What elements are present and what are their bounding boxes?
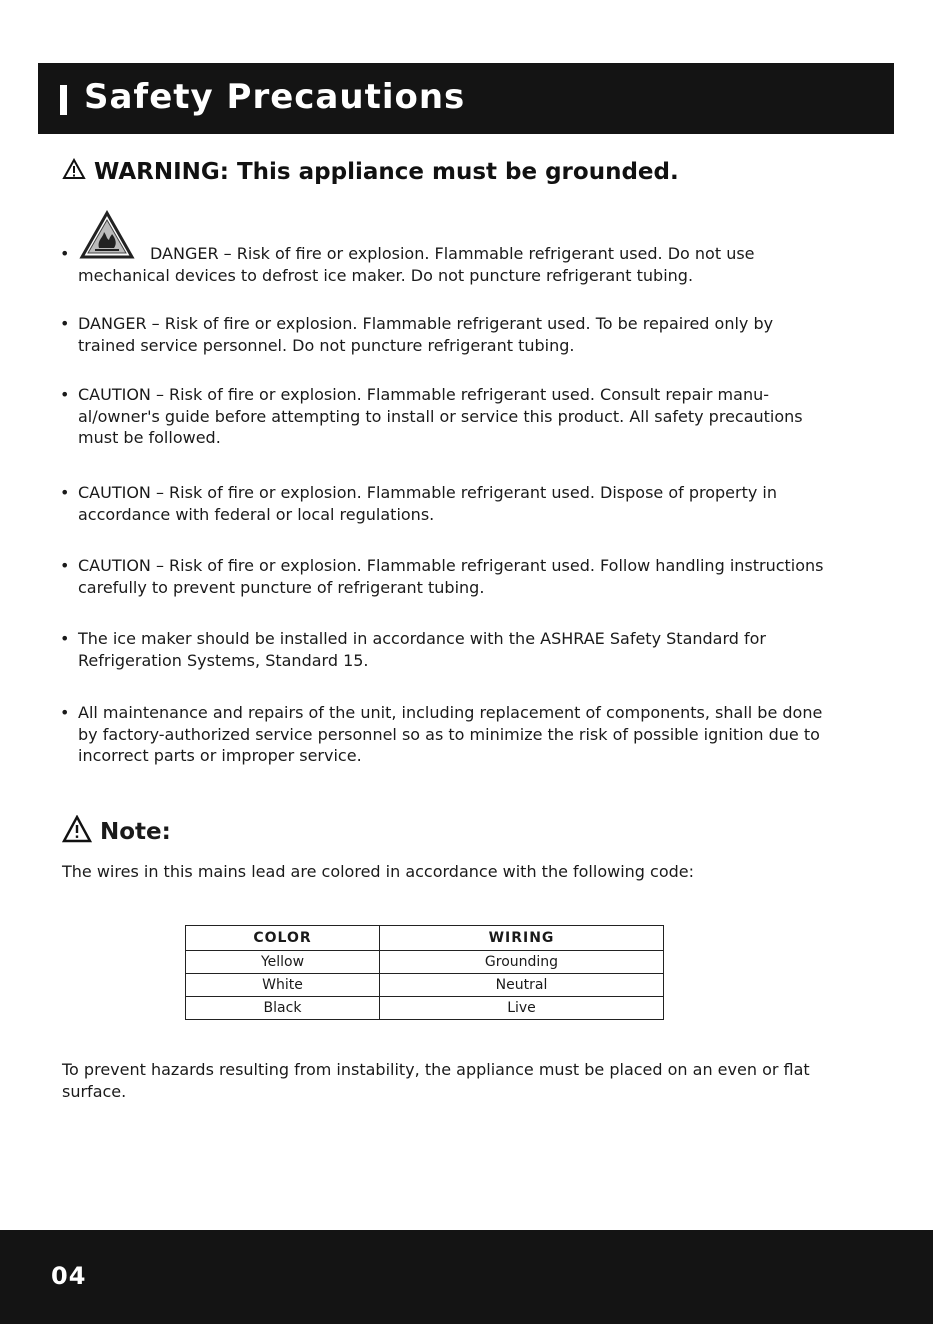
- page-footer: [0, 1230, 933, 1324]
- warning-text: WARNING: This appliance must be grounded.: [94, 159, 679, 185]
- list-item: • DANGER – Risk of fire or explosion. Flammable refrigerant used. Do not use mechanical devices to defrost ice maker. Do not puncture refrigerant tubing.: [60, 244, 755, 285]
- list-item: • CAUTION – Risk of fire or explosion. Flammable refrigerant used. Dispose of property in accordance with federal or local regulations.: [60, 483, 778, 524]
- section-header: [38, 63, 894, 134]
- list-item: • DANGER – Risk of fire or explosion. Flammable refrigerant used. To be repaired only by trained service personnel. Do not puncture refrigerant tubing.: [60, 314, 774, 355]
- table-cell: Live: [380, 997, 664, 1020]
- table-cell: White: [186, 974, 380, 997]
- table-header-row: [186, 926, 664, 951]
- note-title: Note:: [100, 819, 171, 845]
- note-intro: The wires in this mains lead are colored in accordance with the following code:: [62, 862, 694, 881]
- column-header-color: COLOR: [186, 926, 380, 951]
- warning-triangle-icon: [62, 815, 92, 849]
- table-row: [186, 951, 664, 974]
- table-cell: Black: [186, 997, 380, 1020]
- wiring-table: [185, 925, 664, 1020]
- list-item: • The ice maker should be installed in accordance with the ASHRAE Safety Standard for Refrigeration Systems, Standard 15.: [60, 629, 767, 670]
- closing-paragraph: To prevent hazards resulting from instability, the appliance must be placed on an even or flat surface.: [62, 1060, 810, 1101]
- warning-heading: [62, 158, 679, 186]
- table-row: [186, 974, 664, 997]
- table-cell: Neutral: [380, 974, 664, 997]
- list-item: • CAUTION – Risk of fire or explosion. Flammable refrigerant used. Follow handling instructions carefully to prevent puncture of refrigerant tubing.: [60, 556, 824, 597]
- list-item: • CAUTION – Risk of fire or explosion. Flammable refrigerant used. Consult repair manu- al/owner's guide before attempting to install or service this product. All safety precautions must be followed.: [60, 385, 803, 447]
- list-item: • All maintenance and repairs of the unit, including replacement of components, shall be done by factory-authorized service personnel so as to minimize the risk of possible ignition due to incorrect parts or improper service.: [60, 703, 823, 765]
- table-cell: Grounding: [380, 951, 664, 974]
- page-number: 04: [51, 1262, 87, 1290]
- column-header-wiring: WIRING: [380, 926, 664, 951]
- warning-triangle-icon: [62, 158, 86, 186]
- header-accent-bar: [60, 85, 67, 115]
- page-title: Safety Precautions: [84, 77, 466, 117]
- table-cell: Yellow: [186, 951, 380, 974]
- note-heading: [62, 815, 171, 849]
- table-row: [186, 997, 664, 1020]
